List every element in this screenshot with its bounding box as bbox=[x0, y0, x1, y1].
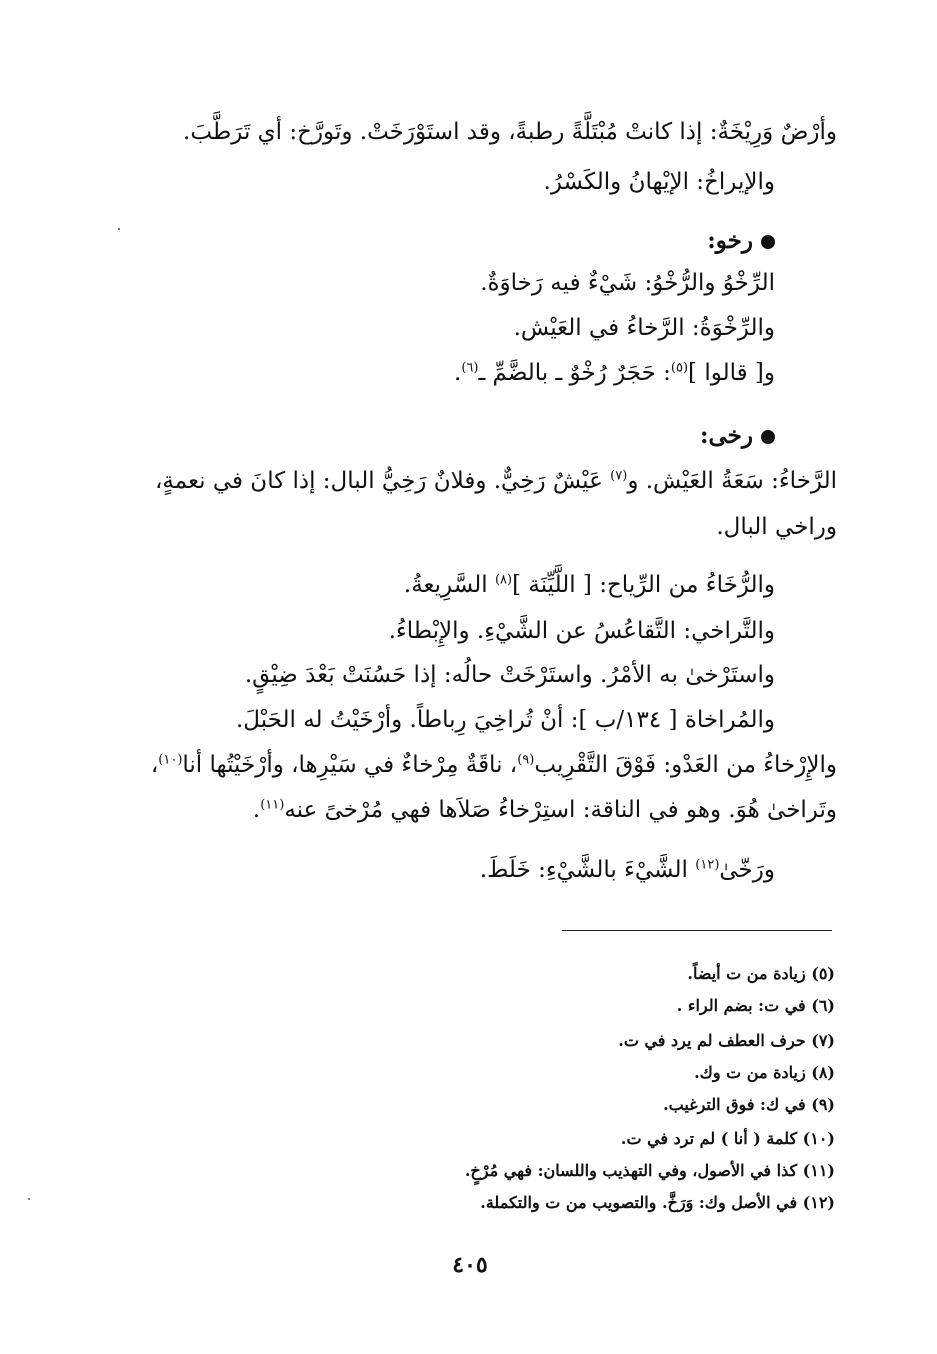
text-line-10: واستَرْخىٰ به الأمْرُ. واستَرْخَتْ حالُه: إذا حَسُنَتْ بَعْدَ ضِيْقٍ. bbox=[244, 662, 775, 688]
text-segment: : حَجَرٌ رُخْوٌ ـ بالضَّمِّ ـ bbox=[478, 360, 671, 386]
footnote-ref: (٦) bbox=[461, 360, 479, 376]
bullet-icon bbox=[761, 235, 775, 249]
text-segment: ورَخّىٰ bbox=[719, 857, 775, 883]
text-line-5 bbox=[75, 358, 775, 388]
footnote-7: (٧) حرف العطف لم يرد في ت. bbox=[618, 1031, 835, 1050]
text-segment: عَيْشٌ رَخِيٌّ. وفلانٌ رَخِيُّ البال: إذا كانَ في نعمةٍ، bbox=[154, 468, 611, 494]
text-segment: . bbox=[454, 360, 462, 386]
footnote-ref: (٧) bbox=[610, 468, 628, 484]
text-segment: ، ناقَةٌ مِرْخاءٌ في سَيْرِها، وأرْخَيْتُها أنا bbox=[182, 752, 518, 778]
text-line-3: الرِّخْوُ والرُّخْوُ: شَيْءٌ فيه رَخاوَةٌ. bbox=[480, 270, 775, 296]
footnote-ref: (٨) bbox=[494, 572, 513, 588]
text-line-4: والرِّخْوَةُ: الرَّخاءُ في العَيْش. bbox=[513, 315, 775, 341]
text-line-14 bbox=[75, 855, 775, 885]
text-line-2: والإيراخُ: الإيْهانُ والكَسْرُ. bbox=[543, 169, 775, 195]
text-line-13 bbox=[117, 795, 837, 825]
footnote-ref: (٥) bbox=[670, 360, 689, 376]
text-line-9: والتَّراخي: التَّقاعُسُ عن الشَّيْءِ. والإِبْطاءُ. bbox=[388, 618, 775, 644]
text-line-1: وأرْضٌ وَرِيْخَةٌ: إذا كانتْ مُبْتَلَّةً رطبةً، وقد استَوْرَخَتْ. وتَورَّخ: أي تَرَطَّبَ. bbox=[183, 119, 837, 145]
heading-label: رخى: bbox=[700, 422, 753, 449]
footnote-5: (٥) زيادة من ت أيضاً. bbox=[687, 964, 835, 983]
text-segment: و[ قالوا ] bbox=[688, 360, 775, 386]
text-line-7: وراخي البال. bbox=[716, 514, 837, 540]
text-line-11: والمُراخاة [ ١٣٤/ب ]: أنْ تُراخِيَ رِباطاً. وأرْخَيْتُ له الحَبْلَ. bbox=[235, 707, 775, 733]
text-segment: والرُّخَاءُ من الرِّياح: [ اللَّيِّنَة ] bbox=[512, 572, 775, 598]
footnote-ref: (١٢) bbox=[695, 857, 720, 873]
page-number: ٤٠٥ bbox=[452, 1252, 488, 1278]
text-segment: وتَراخىٰ هُوَ. وهو في الناقة: استِرْخاءُ صَلاَها فهي مُرْخىً عنه bbox=[284, 797, 837, 823]
footnote-9: (٩) في ك: فوق الترغيب. bbox=[663, 1095, 835, 1114]
footnote-6: (٦) في ت: بضم الراء . bbox=[676, 996, 835, 1015]
footnote-ref: (١١) bbox=[260, 797, 285, 813]
text-segment: الرَّخاءُ: سَعَةُ العَيْش. و bbox=[627, 468, 837, 494]
footnote-separator bbox=[562, 930, 832, 931]
footnote-12: (١٢) في الأصل وك: وَرَخَّ. والتصويب من ت والتكملة. bbox=[480, 1193, 835, 1212]
footnote-ref: (١٠) bbox=[158, 752, 183, 768]
scan-speck bbox=[118, 228, 120, 230]
text-segment: ، bbox=[150, 752, 159, 778]
footnote-10: (١٠) كلمة ( أنا ) لم ترد في ت. bbox=[620, 1129, 835, 1148]
bullet-icon bbox=[761, 430, 775, 444]
text-line-12 bbox=[117, 750, 837, 780]
text-segment: السَّرِيعةُ. bbox=[403, 572, 495, 598]
text-segment: والإِرْخاءُ من العَدْو: فَوْقَ التَّقْرِيب bbox=[534, 752, 837, 778]
text-segment: الشَّيْءَ بالشَّيْءِ: خَلَطَ. bbox=[479, 857, 696, 883]
text-line-6 bbox=[117, 466, 837, 496]
text-line-8 bbox=[75, 570, 775, 600]
scan-speck bbox=[28, 1198, 30, 1200]
entry-heading-rkhw bbox=[175, 226, 775, 256]
text-segment: . bbox=[252, 797, 261, 823]
entry-heading-rkhy bbox=[175, 421, 775, 451]
footnote-8: (٨) زيادة من ت وك. bbox=[694, 1063, 835, 1082]
footnote-ref: (٩) bbox=[517, 752, 535, 768]
heading-label: رخو: bbox=[707, 227, 753, 254]
footnote-11: (١١) كذا في الأصول، وفي التهذيب واللسان: فهي مُرْخٍ. bbox=[464, 1161, 835, 1180]
